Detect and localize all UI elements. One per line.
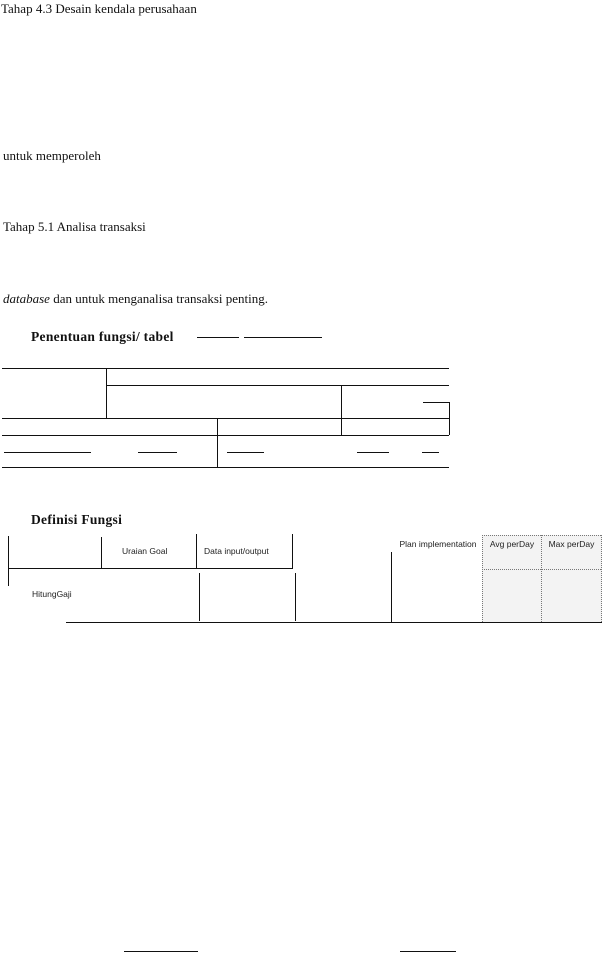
table-bottom-rule — [66, 622, 602, 623]
heading-tahap-4-3: Tahap 4.3 Desain kendala perusahaan — [1, 1, 197, 16]
header-rule — [8, 568, 293, 569]
section-title-definisi: Definisi Fungsi — [31, 512, 123, 527]
table-rule — [423, 402, 449, 403]
text-database-line — [3, 291, 268, 307]
table-divider — [8, 536, 9, 586]
table-rule — [2, 418, 449, 419]
table-divider — [292, 534, 293, 568]
dotted-rule — [482, 535, 601, 536]
cell-underline — [138, 452, 177, 453]
table-divider — [295, 573, 296, 621]
heading-tahap-5-1: Tahap 5.1 Analisa transaksi — [3, 219, 146, 234]
table-divider — [106, 368, 107, 418]
table-divider — [101, 537, 102, 569]
dotted-rule — [482, 569, 601, 570]
cell-underline — [422, 452, 439, 453]
table-rule — [2, 435, 449, 436]
database-term: database — [3, 291, 50, 306]
title-underline-1 — [197, 337, 239, 338]
header-plan-implementation: Plan implementation — [399, 539, 477, 549]
table-divider — [196, 534, 197, 568]
table-rule — [106, 385, 449, 386]
table-rule — [2, 467, 449, 468]
dotted-divider — [601, 535, 602, 622]
table-divider — [199, 573, 200, 621]
database-line-rest: dan untuk menganalisa transaksi penting. — [49, 291, 269, 306]
footer-rule-left — [124, 951, 198, 952]
table-divider — [449, 402, 450, 435]
header-data-input-output: Data input/output — [204, 546, 269, 556]
footer-rule-right — [400, 951, 456, 952]
title-underline-2 — [244, 337, 322, 338]
table-divider — [341, 385, 342, 435]
table-rule — [2, 368, 449, 369]
cell-underline — [357, 452, 389, 453]
dotted-divider — [541, 535, 542, 622]
dotted-divider — [482, 535, 483, 622]
cell-underline — [227, 452, 264, 453]
text-untuk-memperoleh: untuk memperoleh — [3, 148, 101, 163]
header-uraian-goal: Uraian Goal — [122, 546, 168, 556]
header-avg-per-day: Avg perDay — [489, 539, 535, 549]
section-title-penentuan: Penentuan fungsi/ tabel — [31, 329, 174, 344]
table-divider — [391, 552, 392, 622]
cell-underline — [4, 452, 91, 453]
table-row-function-name: HitungGaji — [32, 589, 72, 599]
table-divider — [217, 418, 218, 468]
header-max-per-day: Max perDay — [548, 539, 595, 549]
